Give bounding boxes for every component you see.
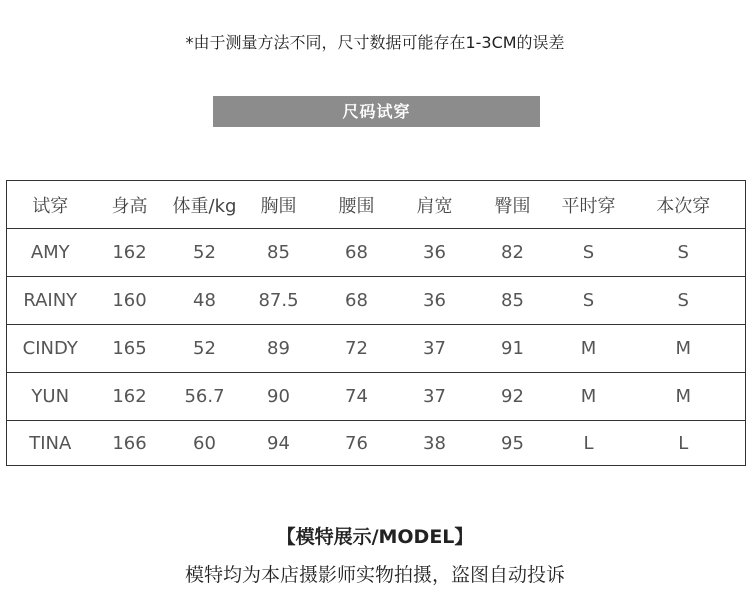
- header-cell: 身高: [111, 195, 148, 217]
- table-cell: 90: [244, 373, 314, 421]
- header-cell: 肩宽: [416, 195, 453, 217]
- table-cell: 165: [94, 325, 166, 373]
- table-cell: S: [556, 277, 622, 325]
- table-cell: 160: [94, 277, 166, 325]
- table-row: [7, 325, 746, 373]
- table-cell: 38: [400, 421, 470, 466]
- table-row: [7, 277, 746, 325]
- table-cell: M: [622, 325, 746, 373]
- model-section-subtitle: 模特均为本店摄影师实物拍摄，盗图自动投诉: [184, 564, 565, 586]
- table-cell: 52: [166, 229, 244, 277]
- header-cell: 体重/kg: [172, 195, 237, 217]
- table-cell: 74: [314, 373, 400, 421]
- measurement-note: *由于测量方法不同，尺寸数据可能存在1-3CM的误差: [185, 33, 565, 52]
- header-cell: 臀围: [494, 195, 531, 217]
- table-cell: 91: [470, 325, 556, 373]
- table-cell: YUN: [7, 373, 94, 421]
- table-header-row: [7, 181, 746, 229]
- table-cell: 56.7: [166, 373, 244, 421]
- table-cell: L: [622, 421, 746, 466]
- table-cell: 89: [244, 325, 314, 373]
- table-cell: AMY: [7, 229, 94, 277]
- header-cell: 腰围: [338, 195, 375, 217]
- table-cell: 48: [166, 277, 244, 325]
- table-cell: 85: [244, 229, 314, 277]
- table-cell: 82: [470, 229, 556, 277]
- table-cell: M: [622, 373, 746, 421]
- table-cell: RAINY: [7, 277, 94, 325]
- table-cell: 162: [94, 373, 166, 421]
- table-cell: 162: [94, 229, 166, 277]
- header-cell: 胸围: [260, 195, 297, 217]
- table-cell: 87.5: [244, 277, 314, 325]
- table-cell: 36: [400, 277, 470, 325]
- table-cell: S: [622, 277, 746, 325]
- table-cell: 60: [166, 421, 244, 466]
- table-row: [7, 373, 746, 421]
- table-cell: 37: [400, 373, 470, 421]
- table-cell: CINDY: [7, 325, 94, 373]
- table-cell: 72: [314, 325, 400, 373]
- table-cell: 76: [314, 421, 400, 466]
- table-cell: TINA: [7, 421, 94, 466]
- header-cell: 平时穿: [561, 195, 616, 217]
- table-cell: S: [556, 229, 622, 277]
- table-cell: L: [556, 421, 622, 466]
- table-cell: 94: [244, 421, 314, 466]
- table-cell: 68: [314, 277, 400, 325]
- model-section-title: 【模特展示/MODEL】: [276, 526, 474, 548]
- table-cell: 95: [470, 421, 556, 466]
- table-cell: 52: [166, 325, 244, 373]
- table-cell: S: [622, 229, 746, 277]
- size-try-on-table: [6, 180, 746, 466]
- table-cell: 36: [400, 229, 470, 277]
- header-cell: 本次穿: [656, 195, 711, 217]
- table-cell: 166: [94, 421, 166, 466]
- table-cell: 68: [314, 229, 400, 277]
- section-bar-size-try-on: 尺码试穿: [213, 96, 540, 127]
- table-cell: 92: [470, 373, 556, 421]
- header-cell: 试穿: [32, 195, 69, 217]
- table-cell: 37: [400, 325, 470, 373]
- table-row: [7, 229, 746, 277]
- table-cell: M: [556, 325, 622, 373]
- table-row: [7, 421, 746, 466]
- table-cell: M: [556, 373, 622, 421]
- table-cell: 85: [470, 277, 556, 325]
